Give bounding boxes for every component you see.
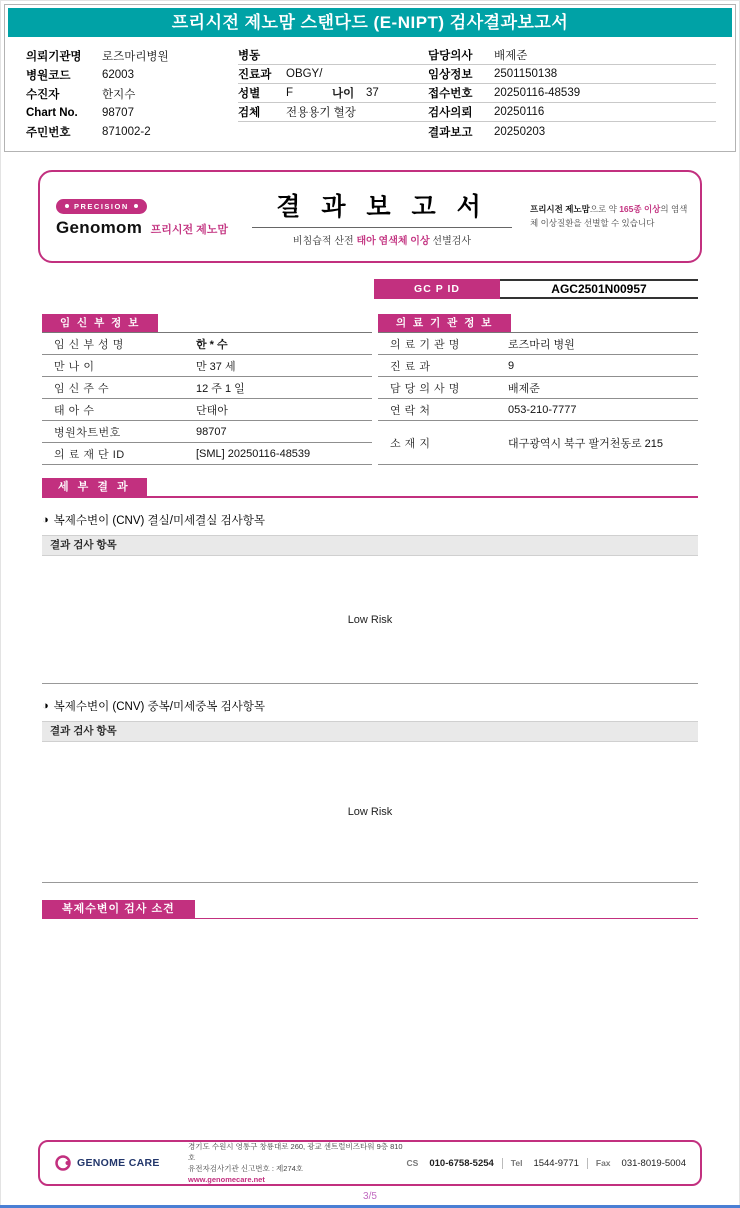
report-title-bar: [8, 8, 732, 37]
info-label: 의뢰기관명: [26, 50, 82, 63]
row-label: 태 아 수: [54, 404, 95, 417]
info-label: 성별: [238, 88, 261, 100]
info-value: 98707: [102, 106, 134, 119]
footer-brand: GENOME CARE: [77, 1157, 160, 1169]
maternal-info-table: [42, 313, 372, 465]
cnv-deletion-result-zone: [42, 556, 698, 684]
detail-results-divider: [42, 478, 698, 498]
letterhead: [38, 170, 702, 263]
table-row: [42, 399, 372, 421]
cnv-duplication-table-header: 결과 검사 항목: [42, 721, 698, 742]
table-row: [378, 399, 698, 421]
info-label: 수진자: [26, 88, 60, 101]
table-row: [378, 421, 698, 465]
brand-subtitle: 프리시전 제노맘: [150, 223, 229, 236]
row-value: 053-210-7777: [508, 403, 577, 416]
gcpid-label: GC P ID: [374, 279, 500, 299]
footer-address-line2: 유전자검사기관 신고번호 : 제274호: [188, 1164, 304, 1173]
info-label: 담당의사: [428, 50, 473, 62]
contact-value: 010-6758-5254: [429, 1157, 494, 1169]
info-value: 871002-2: [102, 125, 151, 138]
letterhead-tagline: [530, 203, 688, 230]
row-label: 병원차트번호: [54, 426, 121, 439]
gcpid-row: [0, 279, 698, 299]
table-row: [42, 333, 372, 355]
row-value: 단태아: [196, 404, 228, 417]
report-heading-block: [234, 187, 530, 247]
info-value: 20250203: [494, 125, 546, 138]
info-label: 접수번호: [428, 88, 473, 100]
row-value: 12 주 1 일: [196, 382, 245, 395]
info-value: 62003: [102, 68, 134, 81]
info-row-specimen: [238, 103, 428, 122]
info-label: 진료과: [238, 69, 272, 81]
info-row-patient-name: [26, 84, 238, 103]
table-row: [42, 443, 372, 465]
table-row: [378, 377, 698, 399]
info-row-chart-no: [26, 103, 238, 122]
row-label: 임 신 주 수: [54, 382, 110, 395]
footer: [38, 1140, 702, 1186]
brand-name: Genomom: [56, 217, 143, 237]
row-label: 만 나 이: [54, 360, 95, 373]
precision-badge-label: PRECISION: [74, 201, 129, 211]
row-value: 한 * 수: [196, 338, 228, 351]
institution-table-body: [378, 332, 698, 465]
info-value: 20250116: [494, 106, 545, 118]
table-row: [378, 333, 698, 355]
row-value: 98707: [196, 425, 227, 438]
info-label: 병동: [238, 50, 261, 62]
cnv-duplication-heading-text: 복제수변이 (CNV) 중복/미세중복 검사항목: [53, 701, 266, 713]
gcpid-value: AGC2501N00957: [500, 279, 698, 299]
institution-table-title: 의 료 기 관 정 보: [378, 314, 511, 332]
info-label: 임상정보: [428, 69, 473, 81]
opinion-empty-area: [0, 919, 740, 1140]
info-value: 전용용기 혈장: [286, 107, 356, 119]
table-row: [42, 421, 372, 443]
info-value: 배제준: [494, 50, 528, 62]
genomom-logo: [56, 195, 234, 238]
info-row-ward: [238, 46, 428, 65]
info-value: 2501150138: [494, 68, 558, 80]
row-value: 9: [508, 359, 515, 372]
info-row-clinical-info: [428, 65, 716, 84]
cnv-deletion-table-header: 결과 검사 항목: [42, 535, 698, 556]
cnv-duplication-heading: [42, 698, 698, 714]
info-row-department: [238, 65, 428, 84]
info-value: F: [286, 87, 294, 99]
info-row-hospital-code: [26, 65, 238, 84]
info-value: OBGY/: [286, 68, 323, 80]
row-label: 소 재 지: [390, 437, 431, 450]
info-row-doctor: [428, 46, 716, 65]
info-label: 주민번호: [26, 126, 71, 139]
patient-info-col-left: [26, 46, 238, 141]
tagline-text: 으로 약: [589, 203, 620, 214]
footer-website: www.genomecare.net: [188, 1175, 265, 1185]
row-label: 진 료 과: [390, 360, 431, 373]
info-value: 37: [366, 87, 379, 99]
info-row-receipt-no: [428, 84, 716, 103]
subtitle-highlight: 태아 염색체 이상: [356, 235, 430, 247]
page-number: 3/5: [363, 1191, 377, 1202]
detail-results-section-title: 세 부 결 과: [42, 478, 147, 496]
tagline-brand: 프리시전 제노맘: [530, 203, 590, 214]
info-value: 로즈마리병원: [102, 50, 169, 63]
row-label: 의 료 재 단 ID: [54, 448, 125, 461]
badge-dot-icon: [134, 204, 138, 208]
patient-info-panel: [4, 4, 736, 152]
report-title: 프리시전 제노맘 스탠다드 (E-NIPT) 검사결과보고서: [171, 13, 569, 32]
footer-address-line1: 경기도 수원시 영통구 창룡대로 260, 광교 센트럴비즈타워 9층 810호: [188, 1141, 403, 1162]
institution-info-table: [378, 313, 698, 465]
footer-address: [180, 1141, 407, 1186]
report-subheading: [252, 227, 512, 247]
cnv-deletion-result: Low Risk: [347, 613, 393, 626]
cnv-deletion-heading-text: 복제수변이 (CNV) 결실/미세결실 검사항목: [53, 515, 266, 527]
contact-label: Fax: [595, 1158, 611, 1168]
table-row: [42, 377, 372, 399]
maternal-table-title: 임 신 부 정 보: [42, 314, 158, 332]
row-value: 배제준: [508, 382, 540, 395]
patient-info-col-middle: [238, 46, 428, 141]
info-row-test-request-date: [428, 103, 716, 122]
subtitle-prefix: 비침습적 산전: [292, 235, 357, 247]
half-circle-icon: ◑: [42, 699, 49, 712]
precision-badge: [56, 199, 147, 214]
cnv-duplication-result-zone: [42, 742, 698, 883]
table-row: [378, 355, 698, 377]
info-label: 검사의뢰: [428, 107, 473, 119]
contact-label: Tel: [510, 1158, 523, 1168]
row-label: 임 신 부 성 명: [54, 338, 124, 351]
info-value: 한지수: [102, 88, 136, 101]
contact-value: 1544-9771: [533, 1157, 579, 1169]
info-row-sex-age: [238, 84, 428, 103]
footer-contacts: [407, 1158, 686, 1169]
tagline-count: 165종 이상: [619, 203, 661, 214]
patient-info-grid: [8, 37, 732, 141]
cnv-duplication-result: Low Risk: [347, 806, 393, 818]
cnv-opinion-divider: [42, 900, 698, 919]
info-label: 병원코드: [26, 69, 71, 82]
subtitle-suffix: 선별검사: [429, 235, 472, 247]
contact-separator: [587, 1158, 588, 1169]
genome-care-logo: [54, 1154, 180, 1172]
cnv-opinion-section-title: 복제수변이 검사 소견: [42, 900, 195, 918]
row-value: [SML] 20250116-48539: [196, 447, 311, 460]
info-label: 검체: [238, 107, 261, 119]
row-value: 로즈마리 병원: [508, 338, 575, 351]
contact-separator: [502, 1158, 503, 1169]
row-label: 의 료 기 관 명: [390, 338, 460, 351]
brand-line: [56, 218, 234, 238]
row-value: 만 37 세: [196, 360, 236, 373]
row-value: 대구광역시 북구 팔거천동로 215: [508, 437, 664, 450]
row-label: 담 당 의 사 명: [390, 382, 460, 395]
contact-value: 031-8019-5004: [621, 1157, 686, 1169]
info-label: 결과보고: [428, 126, 473, 139]
patient-info-col-right: [428, 46, 716, 141]
genome-care-logo-icon: [54, 1154, 72, 1172]
contact-label: CS: [406, 1158, 419, 1168]
cnv-deletion-heading: [42, 512, 698, 528]
info-row-resident-no: [26, 122, 238, 141]
info-row-requesting-org: [26, 46, 238, 65]
half-circle-icon: ◑: [42, 513, 49, 526]
info-tables: [42, 313, 698, 465]
table-row: [42, 355, 372, 377]
info-row-report-date: [428, 122, 716, 141]
info-value: 20250116-48539: [494, 87, 581, 99]
info-label: Chart No.: [26, 106, 78, 119]
badge-dot-icon: [65, 204, 69, 208]
row-label: 연 락 처: [390, 404, 431, 417]
report-heading: 결 과 보 고 서: [276, 192, 488, 221]
tagline-text: 의 염색체 이상질환을 선별할 수 있습니다: [530, 203, 688, 228]
info-label: 나이: [332, 88, 355, 100]
maternal-table-body: [42, 332, 372, 465]
